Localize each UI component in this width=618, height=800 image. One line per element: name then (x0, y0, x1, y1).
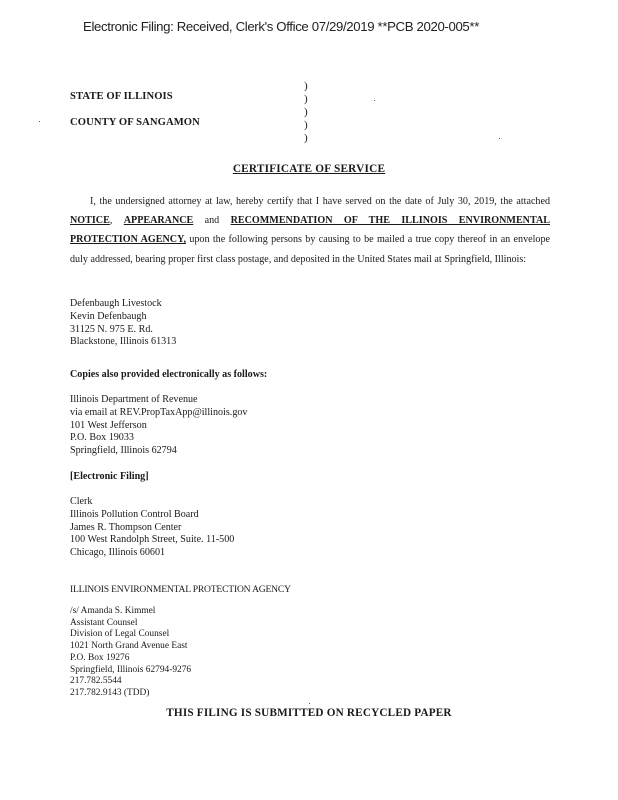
document-notice: NOTICE (70, 215, 110, 227)
address-line: via email at REV.PropTaxApp@illinois.gov (70, 406, 248, 418)
agency-name: ILLINOIS ENVIRONMENTAL PROTECTION AGENCY (70, 584, 291, 595)
scan-speck (374, 100, 375, 101)
signature-block (70, 606, 191, 700)
signature-line: Springfield, Illinois 62794-9276 (70, 664, 192, 675)
clerk-address (70, 496, 234, 560)
address-line: 31125 N. 975 E. Rd. (70, 323, 153, 335)
recycled-paper-footer: THIS FILING IS SUBMITTED ON RECYCLED PAPER (166, 707, 452, 719)
caption-paren: ) (304, 132, 308, 144)
address-line: P.O. Box 19033 (70, 432, 134, 444)
scan-speck (499, 138, 500, 139)
signature-line: Division of Legal Counsel (70, 629, 170, 640)
address-line: Blackstone, Illinois 61313 (70, 336, 177, 348)
address-line: Defenbaugh Livestock (70, 298, 162, 309)
body-separator: , (109, 215, 113, 227)
body-and: and (204, 215, 220, 227)
signature-line: P.O. Box 19276 (70, 652, 130, 663)
body-rest: upon the following persons by causing to be mailed a true copy thereof in an envelope duly addressed, bearing proper first class postage, and deposited in the United States mail at Springfield, Illinois: (70, 234, 550, 265)
address-line: 100 West Randolph Street, Suite. 11-500 (70, 534, 235, 546)
body-intro: I, the undersigned attorney at law, hereby certify that I have served on the date of July 30, 2019, the attached (90, 196, 550, 207)
caption-county: COUNTY OF SANGAMON (70, 117, 200, 128)
filing-stamp: Electronic Filing: Received, Clerk's Office 07/29/2019 **PCB 2020-005** (83, 19, 479, 34)
caption-paren: ) (304, 119, 308, 131)
signature-line: 217.782.9143 (TDD) (70, 687, 150, 698)
address-line: Illinois Department of Revenue (70, 394, 198, 405)
caption-paren: ) (304, 80, 308, 92)
address-line: James R. Thompson Center (70, 521, 182, 533)
electronic-copies-heading: Copies also provided electronically as follows: (70, 369, 268, 380)
document-recommendation: RECOMMENDATION OF THE ILLINOIS ENVIRONMENTAL PROTECTION AGENCY, (70, 215, 550, 246)
recipient-address (70, 298, 176, 349)
signature-line: /s/ Amanda S. Kimmel (70, 606, 156, 616)
address-line: 101 West Jefferson (70, 419, 147, 431)
caption-paren: ) (304, 106, 308, 118)
address-line: Kevin Defenbaugh (70, 310, 147, 322)
signature-line: Assistant Counsel (70, 617, 138, 628)
address-line: Illinois Pollution Control Board (70, 508, 199, 520)
scan-speck (39, 121, 40, 122)
certificate-title-wrap (0, 159, 618, 177)
electronic-filing-heading: [Electronic Filing] (70, 471, 149, 482)
address-line: Chicago, Illinois 60601 (70, 547, 166, 559)
revenue-address (70, 394, 247, 458)
document-appearance: APPEARANCE (123, 215, 194, 227)
signature-line: 217.782.5544 (70, 676, 122, 687)
address-line: Springfield, Illinois 62794 (70, 445, 177, 457)
certificate-title: CERTIFICATE OF SERVICE (232, 163, 386, 175)
caption-paren: ) (304, 93, 308, 105)
address-line: Clerk (70, 496, 93, 507)
scan-speck (309, 703, 310, 704)
signature-line: 1021 North Grand Avenue East (70, 641, 188, 652)
certificate-body (70, 192, 550, 269)
caption-state: STATE OF ILLINOIS (70, 91, 173, 102)
